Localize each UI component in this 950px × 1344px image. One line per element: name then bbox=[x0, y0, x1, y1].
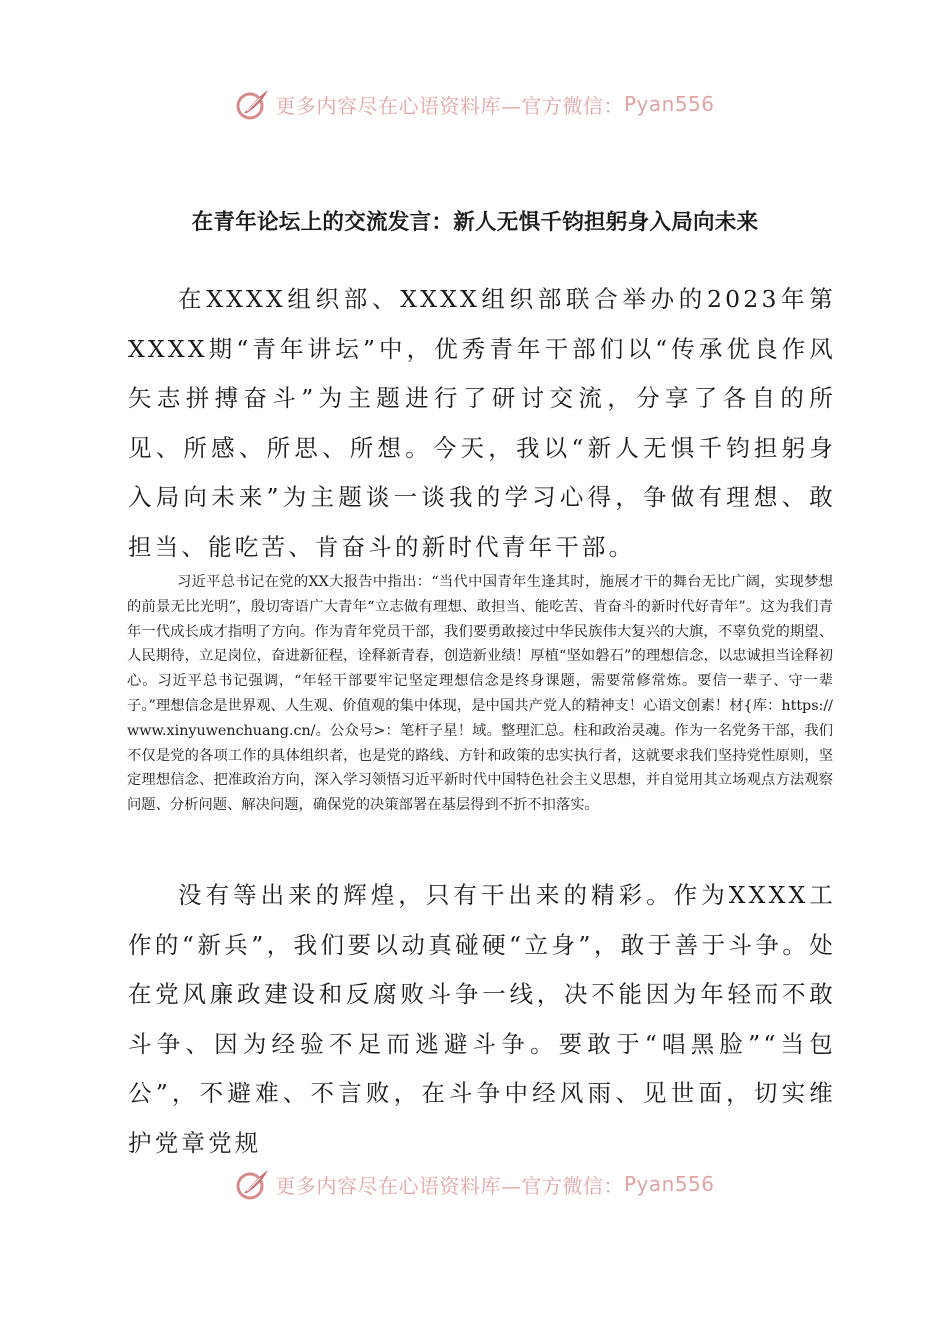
body-paragraph-3: 没有等出来的辉煌，只有干出来的精彩。作为XXXX工作的“新兵”，我们要以动真碰硬“立身”，敢于善于斗争。处在党风廉政建设和反腐败斗争一线，决不能因为年轻而不敢斗争、因为经验不足而逃避斗争。要敢于“唱黑脸”“当包公”，不避难、不言败，在斗争中经风雨、见世面，切实维护党章党规 bbox=[128, 881, 836, 1157]
quill-logo-icon bbox=[235, 1166, 271, 1202]
body-paragraph-1: 在XXXX组织部、XXXX组织部联合举办的2023年第XXXX期“青年讲坛”中，优秀青年干部们以“传承优良作风矢志拼搏奋斗”为主题进行了研讨交流，分享了各自的所见、所感、所思、所想。今天，我以“新人无惧千钧担躬身入局向未来”为主题谈一谈我的学习心得，争做有理想、敢担当、能吃苦、肯奋斗的新时代青年干部。 bbox=[128, 285, 836, 561]
watermark-handle: Pyan556 bbox=[623, 92, 715, 116]
document-title: 在青年论坛上的交流发言：新人无惧千钧担躬身入局向未来 bbox=[191, 210, 759, 235]
watermark-text: 更多内容尽在心语资料库—官方微信： bbox=[275, 93, 624, 118]
footer-watermark bbox=[0, 1164, 950, 1204]
quill-logo-icon bbox=[235, 86, 271, 122]
body-paragraph-2: 习近平总书记在党的XX大报告中指出：“当代中国青年生逢其时，施展才干的舞台无比广阔，实现梦想的前景无比光明”，殷切寄语广大青年“立志做有理想、敢担当、能吃苦、肯奋斗的新时代好青年”。这为我们青年一代成长成才指明了方向。作为青年党员干部，我们要勇敢接过中华民族伟大复兴的大旗，不辜负党的期望、人民期待，立足岗位，奋进新征程，诠释新青春，创造新业绩！厚植“坚如磐石”的理想信念，以忠诚担当诠释初心。习近平总书记强调，“年轻干部要牢记坚定理想信念是终身课题，需要常修常炼。要信一辈子、守一辈子。”理想信念是世界观、人生观、价值观的集中体现，是中国共产党人的精神支！心语文创素！材{库：https://www.xinyuwenchuang.cn/。公众号>：笔杆子星！域。整理汇总。柱和政治灵魂。作为一名党务干部，我们不仅是党的各项工作的具体组织者，也是党的路线、方针和政策的忠实执行者，这就要求我们坚持党性原则，坚定理想信念、把准政治方向，深入学习领悟习近平新时代中国特色社会主义思想，并自觉用其立场观点方法观察问题、分析问题、解决问题，确保党的决策部署在基层得到不折不扣落实。 bbox=[127, 574, 833, 814]
header-watermark bbox=[0, 84, 950, 124]
watermark-text: 更多内容尽在心语资料库—官方微信： bbox=[275, 1173, 624, 1198]
watermark-handle: Pyan556 bbox=[623, 1172, 715, 1196]
